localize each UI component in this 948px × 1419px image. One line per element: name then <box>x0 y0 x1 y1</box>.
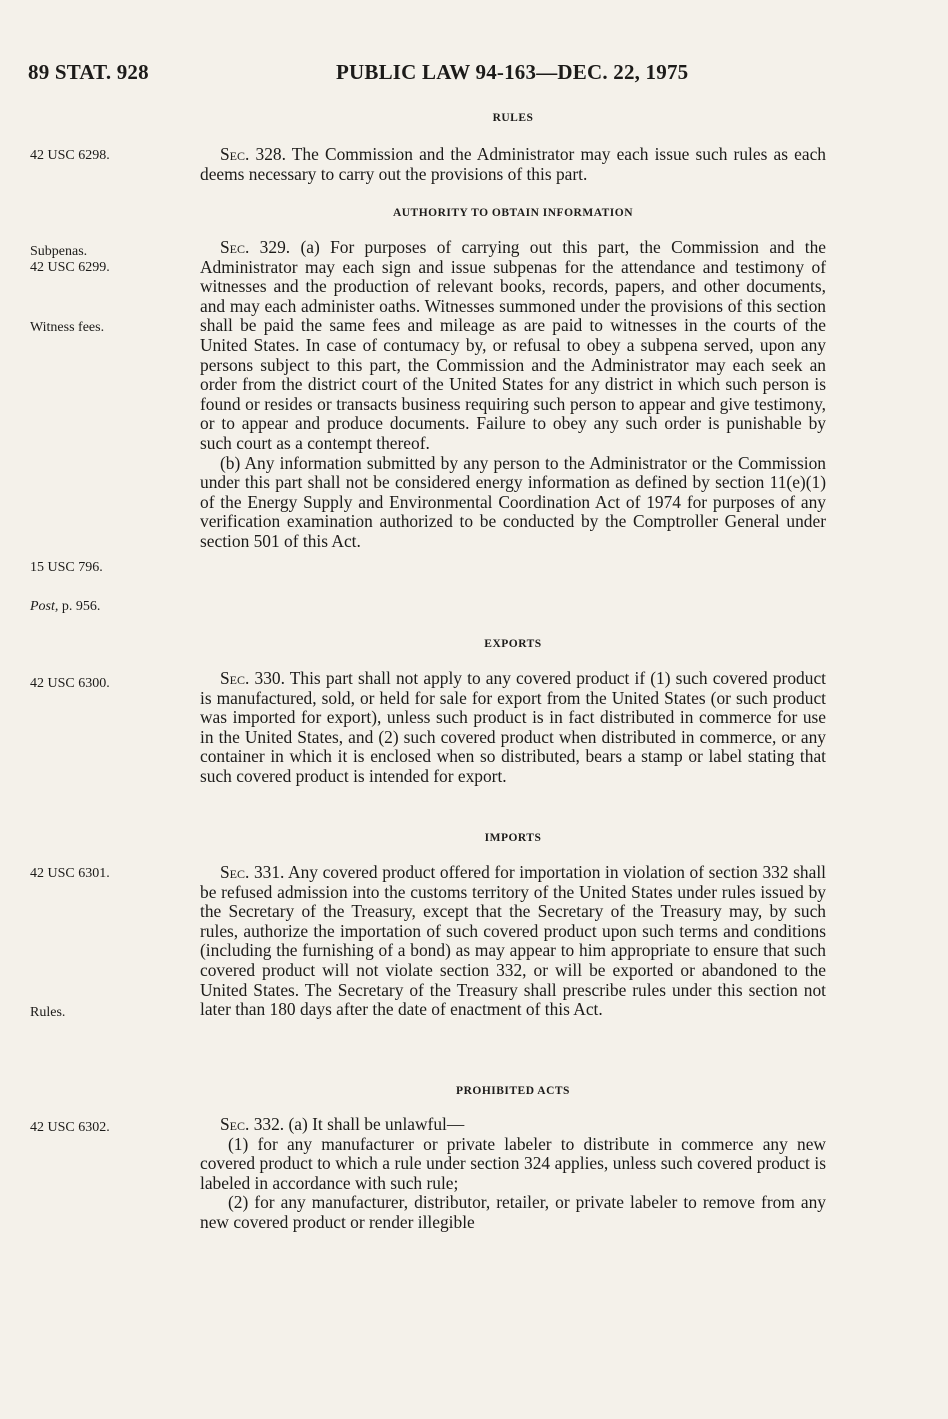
margin-note-post-page: p. 956. <box>58 599 101 614</box>
page-number-header: 89 STAT. 928 <box>28 60 149 84</box>
public-law-header: PUBLIC LAW 94-163—DEC. 22, 1975 <box>336 60 689 84</box>
section-332-label: Sec. 332. <box>220 1114 285 1134</box>
section-330-text: This part shall not apply to any covered product if (1) such covered product is manufactured, sold, or held for sale for export from the United States (or such product was imported for export), unless such product is in fact distributed in commerce for use in the United States, and (2) such covered product when distributed in commerce, or any container in which it is enclosed when so distributed, bears a stamp or label stating that such covered product is intended for export. <box>200 668 826 786</box>
section-330-label: Sec. 330. <box>220 668 285 688</box>
section-332-clause-2: (2) for any manufacturer, distributor, retailer, or private labeler to remove from any new covered product or render illegible <box>200 1192 826 1232</box>
section-329a-text: (a) For purposes of carrying out this part, the Commission and the Administrator may each sign and issue subpenas for the attendance and testimony of witnesses and the production of relevant books, records, papers, and other documents, and may each administer oaths. Witnesses summoned under the provisions of this section shall be paid the same fees and mileage as are paid to witnesses in the courts of the United States. In case of contumacy by, or refusal to obey a subpena served, upon any persons subject to this part, the Commission and the Administrator may each seek an order from the district court of the United States for any district in which such person is found or resides or transacts business requiring such person to appear and give testimony, or to appear and produce documents. Failure to obey any such order is punishable by such court as a contempt thereof. <box>200 237 827 453</box>
section-332 <box>200 1115 826 1233</box>
margin-note-post-italic: Post, <box>30 599 59 614</box>
section-332-text: (a) It shall be unlawful— <box>284 1114 465 1134</box>
margin-note-796: 15 USC 796. <box>30 560 103 575</box>
margin-note-6302: 42 USC 6302. <box>30 1120 110 1135</box>
margin-note-post <box>30 597 100 617</box>
section-328-label: Sec. 328. <box>220 144 286 164</box>
section-332-clause-1: (1) for any manufacturer or private labeler to distribute in commerce any new covered product to which a rule under section 324 applies, unless such covered product is labeled in accordance with such rule; <box>200 1133 826 1193</box>
section-331-text: Any covered product offered for importation in violation of section 332 shall be refused admission into the customs territory of the United States under rules issued by the Secretary of the Treasury, except that the Secretary of the Treasury may, by such rules, authorize the importation of such covered product upon such terms and conditions (including the furnishing of a bond) as may appear to him appropriate to ensure that such covered product will not violate section 332, or will be exported or abandoned to the United States. The Secretary of the Treasury shall prescribe rules under this section not later than 180 days after the date of enactment of this Act. <box>200 862 826 1020</box>
heading-imports: IMPORTS <box>484 832 542 844</box>
margin-note-6301: 42 USC 6301. <box>30 866 110 881</box>
section-329b-text: (b) Any information submitted by any person to the Administrator or the Commission under this part shall not be considered energy information as defined by section 11(e)(1) of the Energy Supply and Environmental Coordination Act of 1974 for purposes of any verification examination authorized to be conducted by the Comptroller General under section 501 of this Act. <box>200 452 826 551</box>
section-329-label: Sec. 329. <box>220 237 291 257</box>
section-328 <box>200 145 826 184</box>
section-331 <box>200 863 826 1020</box>
margin-note-witness-fees: Witness fees. <box>30 320 105 335</box>
section-328-text: The Commission and the Administrator may each issue such rules as each deems necessary to carry out the provisions of this part. <box>200 144 827 184</box>
section-329 <box>200 238 826 552</box>
heading-prohibited-acts: PROHIBITED ACTS <box>456 1085 570 1097</box>
heading-exports: EXPORTS <box>484 638 542 650</box>
margin-note-subpenas: Subpenas. <box>30 244 88 259</box>
margin-note-rules: Rules. <box>30 1005 66 1020</box>
section-331-label: Sec. 331. <box>220 862 285 882</box>
section-330 <box>200 669 826 787</box>
margin-note-6300: 42 USC 6300. <box>30 676 110 691</box>
heading-authority: AUTHORITY TO OBTAIN INFORMATION <box>392 207 634 219</box>
margin-note-6298: 42 USC 6298. <box>30 148 110 163</box>
margin-note-6299: 42 USC 6299. <box>30 260 110 275</box>
heading-rules: RULES <box>492 112 534 124</box>
